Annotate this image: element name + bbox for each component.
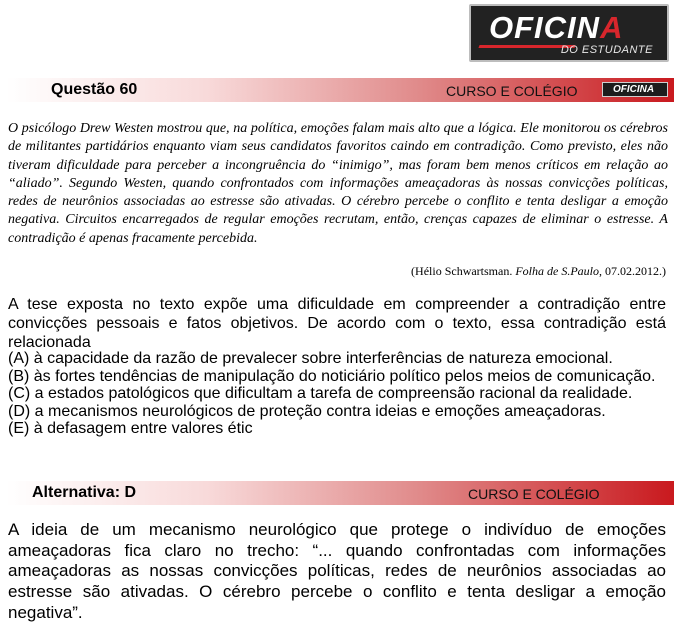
answer-options bbox=[8, 350, 655, 438]
logo-wordmark: OFICINA bbox=[489, 10, 624, 45]
oficina-logo bbox=[469, 4, 669, 62]
answer-course-label: CURSO E COLÉGIO bbox=[468, 486, 600, 502]
option-c: (C) a estados patológicos que dificultam a tarefa de compreensão racional da realidade. bbox=[8, 385, 633, 403]
question-course-label: CURSO E COLÉGIO bbox=[446, 83, 578, 99]
option-d: (D) a mecanismos neurológicos de proteção contra ideias e emoções ameaçadoras. bbox=[8, 402, 606, 420]
option-e: (E) à defasagem entre valores étic bbox=[8, 420, 253, 438]
question-header-bar bbox=[6, 78, 674, 102]
option-b: (B) às fortes tendências de manipulação do noticiário político pelos meios de comunicação. bbox=[8, 367, 656, 385]
question-stem: A tese exposta no texto expõe uma dificuldade em compreender a contradição entre convicções pessoais e fatos objetivos. De acordo com o texto, essa contradição está relacionada bbox=[8, 296, 666, 352]
answer-title: Alternativa: D bbox=[32, 484, 137, 501]
citation: (Hélio Schwartsman. Folha de S.Paulo, 07.02.2012.) bbox=[411, 264, 666, 278]
mini-logo: OFICINA bbox=[602, 82, 668, 97]
option-a: (A) à capacidade da razão de prevalecer sobre interferências de natureza emocional. bbox=[8, 350, 613, 367]
passage-text: O psicólogo Drew Westen mostrou que, na política, emoções falam mais alto que a lógica. Ele monitorou os cérebros de militantes partidários enquanto viam seus candidatos favoritos caindo em contradição. Como previsto, eles não tiveram dificuldade para perceber a incongruência do “inimigo”, mas foram bem menos críticos em relação ao “aliado”. Segundo Westen, quando confrontados com informações ameaçadoras às nossas convicções políticas, redes de neurônios associadas ao estresse são ativadas. O cérebro percebe o conflito e tenta desligar a emoção negativa. Circuitos encarregados de regular emoções recrutam, então, crenças capazes de eliminar o estresse. A contradição é apenas fracamente percebida. bbox=[8, 121, 668, 246]
answer-header-bar bbox=[6, 481, 674, 505]
logo-subtitle: DO ESTUDANTE bbox=[560, 44, 653, 56]
answer-explanation: A ideia de um mecanismo neurológico que protege o indivíduo de emoções ameaçadoras fica claro no trecho: “... quando confrontadas com informações ameaçadoras as nossas convicções políticas, redes de neurônios associadas ao estresse são ativadas. O cérebro percebe o conflito e tenta desligar a emoção negativa”. bbox=[8, 520, 666, 622]
question-title: Questão 60 bbox=[51, 81, 138, 98]
